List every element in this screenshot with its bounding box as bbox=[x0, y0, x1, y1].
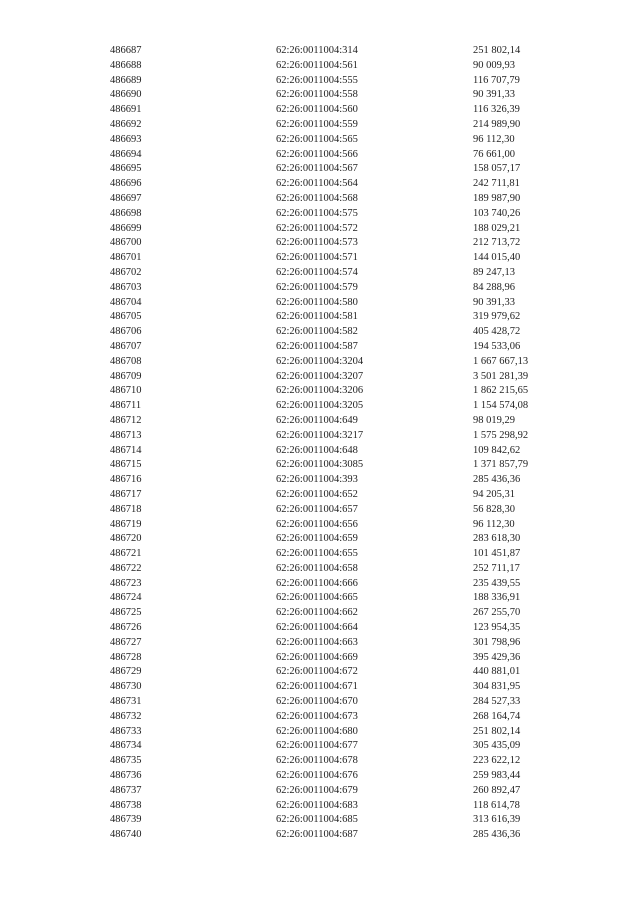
cadastral-value: 1 154 574,08 bbox=[473, 400, 529, 412]
row-number: 486695 bbox=[110, 163, 142, 175]
cadastral-value: 144 015,40 bbox=[473, 252, 521, 264]
cadastral-value: 284 527,33 bbox=[473, 696, 521, 708]
row-number: 486700 bbox=[110, 237, 142, 249]
cadastral-value: 235 439,55 bbox=[473, 577, 521, 589]
cadastral-value: 395 429,36 bbox=[473, 651, 521, 663]
cadastral-number: 62:26:0011004:677 bbox=[276, 740, 358, 752]
table-row bbox=[0, 266, 640, 281]
row-number: 486714 bbox=[110, 444, 142, 456]
table-row bbox=[0, 799, 640, 814]
cadastral-value: 405 428,72 bbox=[473, 326, 521, 338]
cadastral-number: 62:26:0011004:566 bbox=[276, 148, 358, 160]
cadastral-number: 62:26:0011004:670 bbox=[276, 696, 358, 708]
row-number: 486724 bbox=[110, 592, 142, 604]
cadastral-value: 194 533,06 bbox=[473, 340, 521, 352]
table-row bbox=[0, 547, 640, 562]
table-row bbox=[0, 340, 640, 355]
table-row bbox=[0, 133, 640, 148]
table-row bbox=[0, 355, 640, 370]
cadastral-number: 62:26:0011004:582 bbox=[276, 326, 358, 338]
cadastral-number: 62:26:0011004:657 bbox=[276, 503, 358, 515]
row-number: 486688 bbox=[110, 59, 142, 71]
table-row bbox=[0, 813, 640, 828]
row-number: 486701 bbox=[110, 252, 142, 264]
table-row bbox=[0, 118, 640, 133]
cadastral-value: 96 112,30 bbox=[473, 518, 515, 530]
cadastral-value: 189 987,90 bbox=[473, 192, 521, 204]
cadastral-value: 118 614,78 bbox=[473, 799, 520, 811]
cadastral-value: 305 435,09 bbox=[473, 740, 521, 752]
row-number: 486711 bbox=[110, 400, 142, 412]
cadastral-value: 223 622,12 bbox=[473, 755, 521, 767]
cadastral-value: 301 798,96 bbox=[473, 636, 521, 648]
cadastral-value: 188 029,21 bbox=[473, 222, 521, 234]
table-row bbox=[0, 591, 640, 606]
cadastral-number: 62:26:0011004:558 bbox=[276, 89, 358, 101]
table-row bbox=[0, 88, 640, 103]
cadastral-number: 62:26:0011004:574 bbox=[276, 266, 358, 278]
table-row bbox=[0, 754, 640, 769]
cadastral-number: 62:26:0011004:655 bbox=[276, 548, 358, 560]
cadastral-value: 84 288,96 bbox=[473, 281, 515, 293]
cadastral-number: 62:26:0011004:3206 bbox=[276, 385, 364, 397]
row-number: 486731 bbox=[110, 696, 142, 708]
row-number: 486735 bbox=[110, 755, 142, 767]
cadastral-number: 62:26:0011004:581 bbox=[276, 311, 358, 323]
row-number: 486708 bbox=[110, 355, 142, 367]
cadastral-number: 62:26:0011004:658 bbox=[276, 562, 358, 574]
cadastral-value: 319 979,62 bbox=[473, 311, 521, 323]
table-row bbox=[0, 325, 640, 340]
table-row bbox=[0, 725, 640, 740]
cadastral-number: 62:26:0011004:393 bbox=[276, 474, 358, 486]
cadastral-value: 212 713,72 bbox=[473, 237, 521, 249]
cadastral-value: 90 391,33 bbox=[473, 296, 515, 308]
cadastral-value: 251 802,14 bbox=[473, 45, 521, 56]
cadastral-number: 62:26:0011004:579 bbox=[276, 281, 358, 293]
row-number: 486687 bbox=[110, 45, 142, 56]
row-number: 486707 bbox=[110, 340, 142, 352]
cadastral-value: 90 009,93 bbox=[473, 59, 515, 71]
row-number: 486704 bbox=[110, 296, 142, 308]
cadastral-number: 62:26:0011004:572 bbox=[276, 222, 358, 234]
cadastral-number: 62:26:0011004:3085 bbox=[276, 459, 364, 471]
row-number: 486722 bbox=[110, 562, 142, 574]
cadastral-number: 62:26:0011004:669 bbox=[276, 651, 358, 663]
cadastral-value: 109 842,62 bbox=[473, 444, 521, 456]
cadastral-value: 1 371 857,79 bbox=[473, 459, 529, 471]
table-row bbox=[0, 59, 640, 74]
cadastral-value: 89 247,13 bbox=[473, 266, 515, 278]
row-number: 486706 bbox=[110, 326, 142, 338]
table-row bbox=[0, 222, 640, 237]
table-row bbox=[0, 207, 640, 222]
cadastral-number: 62:26:0011004:672 bbox=[276, 666, 358, 678]
row-number: 486725 bbox=[110, 607, 142, 619]
row-number: 486726 bbox=[110, 622, 142, 634]
row-number: 486709 bbox=[110, 370, 142, 382]
table-row bbox=[0, 621, 640, 636]
table-row bbox=[0, 577, 640, 592]
table-row bbox=[0, 562, 640, 577]
row-number: 486740 bbox=[110, 829, 142, 841]
cadastral-value: 1 862 215,65 bbox=[473, 385, 529, 397]
cadastral-value: 242 711,81 bbox=[473, 178, 520, 190]
cadastral-number: 62:26:0011004:649 bbox=[276, 414, 358, 426]
table-row bbox=[0, 518, 640, 533]
cadastral-number: 62:26:0011004:568 bbox=[276, 192, 358, 204]
cadastral-value: 1 667 667,13 bbox=[473, 355, 529, 367]
cadastral-number: 62:26:0011004:555 bbox=[276, 74, 358, 86]
row-number: 486739 bbox=[110, 814, 142, 826]
cadastral-number: 62:26:0011004:687 bbox=[276, 829, 358, 841]
table-row bbox=[0, 636, 640, 651]
row-number: 486691 bbox=[110, 104, 142, 116]
cadastral-number: 62:26:0011004:678 bbox=[276, 755, 358, 767]
cadastral-number: 62:26:0011004:3217 bbox=[276, 429, 364, 441]
table-row bbox=[0, 503, 640, 518]
cadastral-number: 62:26:0011004:671 bbox=[276, 681, 358, 693]
cadastral-number: 62:26:0011004:3205 bbox=[276, 400, 364, 412]
cadastral-value: 267 255,70 bbox=[473, 607, 521, 619]
cadastral-number: 62:26:0011004:3207 bbox=[276, 370, 364, 382]
table-row bbox=[0, 192, 640, 207]
cadastral-number: 62:26:0011004:683 bbox=[276, 799, 358, 811]
row-number: 486694 bbox=[110, 148, 142, 160]
row-number: 486698 bbox=[110, 207, 142, 219]
table-row bbox=[0, 665, 640, 680]
cadastral-number: 62:26:0011004:663 bbox=[276, 636, 358, 648]
table-row bbox=[0, 784, 640, 799]
cadastral-value: 56 828,30 bbox=[473, 503, 515, 515]
row-number: 486710 bbox=[110, 385, 142, 397]
table-row bbox=[0, 651, 640, 666]
cadastral-number: 62:26:0011004:659 bbox=[276, 533, 358, 545]
table-row bbox=[0, 162, 640, 177]
cadastral-number: 62:26:0011004:685 bbox=[276, 814, 358, 826]
cadastral-value: 3 501 281,39 bbox=[473, 370, 529, 382]
cadastral-number: 62:26:0011004:565 bbox=[276, 133, 358, 145]
cadastral-value: 94 205,31 bbox=[473, 488, 515, 500]
row-number: 486705 bbox=[110, 311, 142, 323]
table-row bbox=[0, 236, 640, 251]
row-number: 486712 bbox=[110, 414, 142, 426]
row-number: 486720 bbox=[110, 533, 142, 545]
row-number: 486736 bbox=[110, 770, 142, 782]
cadastral-value: 103 740,26 bbox=[473, 207, 521, 219]
table-row bbox=[0, 769, 640, 784]
cadastral-value: 304 831,95 bbox=[473, 681, 521, 693]
row-number: 486723 bbox=[110, 577, 142, 589]
cadastral-number: 62:26:0011004:575 bbox=[276, 207, 358, 219]
table-row bbox=[0, 44, 640, 59]
row-number: 486732 bbox=[110, 710, 142, 722]
cadastral-number: 62:26:0011004:648 bbox=[276, 444, 358, 456]
table-row bbox=[0, 532, 640, 547]
row-number: 486718 bbox=[110, 503, 142, 515]
cadastral-number: 62:26:0011004:665 bbox=[276, 592, 358, 604]
row-number: 486690 bbox=[110, 89, 142, 101]
cadastral-number: 62:26:0011004:314 bbox=[276, 45, 358, 56]
table-row bbox=[0, 296, 640, 311]
cadastral-number: 62:26:0011004:560 bbox=[276, 104, 358, 116]
cadastral-number: 62:26:0011004:662 bbox=[276, 607, 358, 619]
table-row bbox=[0, 710, 640, 725]
table-row bbox=[0, 177, 640, 192]
row-number: 486693 bbox=[110, 133, 142, 145]
cadastral-value: 188 336,91 bbox=[473, 592, 521, 604]
cadastral-value: 285 436,36 bbox=[473, 829, 521, 841]
cadastral-number: 62:26:0011004:580 bbox=[276, 296, 358, 308]
cadastral-value: 116 707,79 bbox=[473, 74, 520, 86]
row-number: 486703 bbox=[110, 281, 142, 293]
cadastral-number: 62:26:0011004:680 bbox=[276, 725, 358, 737]
cadastral-value: 76 661,00 bbox=[473, 148, 515, 160]
row-number: 486738 bbox=[110, 799, 142, 811]
cadastral-value: 90 391,33 bbox=[473, 89, 515, 101]
cadastral-value: 116 326,39 bbox=[473, 104, 520, 116]
row-number: 486692 bbox=[110, 118, 142, 130]
cadastral-value: 96 112,30 bbox=[473, 133, 515, 145]
table-row bbox=[0, 310, 640, 325]
table-row bbox=[0, 606, 640, 621]
table-row bbox=[0, 473, 640, 488]
cadastral-value: 123 954,35 bbox=[473, 622, 521, 634]
table-row bbox=[0, 103, 640, 118]
row-number: 486717 bbox=[110, 488, 142, 500]
table-row bbox=[0, 828, 640, 843]
table-row bbox=[0, 488, 640, 503]
row-number: 486728 bbox=[110, 651, 142, 663]
table-row bbox=[0, 370, 640, 385]
table-row bbox=[0, 680, 640, 695]
cadastral-value: 259 983,44 bbox=[473, 770, 521, 782]
row-number: 486702 bbox=[110, 266, 142, 278]
cadastral-number: 62:26:0011004:573 bbox=[276, 237, 358, 249]
cadastral-value: 260 892,47 bbox=[473, 784, 521, 796]
row-number: 486689 bbox=[110, 74, 142, 86]
cadastral-value: 268 164,74 bbox=[473, 710, 521, 722]
table-row bbox=[0, 399, 640, 414]
cadastral-value-table bbox=[0, 44, 640, 843]
cadastral-value: 440 881,01 bbox=[473, 666, 521, 678]
row-number: 486729 bbox=[110, 666, 142, 678]
table-row bbox=[0, 281, 640, 296]
cadastral-value: 158 057,17 bbox=[473, 163, 521, 175]
row-number: 486697 bbox=[110, 192, 142, 204]
cadastral-number: 62:26:0011004:652 bbox=[276, 488, 358, 500]
table-row bbox=[0, 429, 640, 444]
row-number: 486713 bbox=[110, 429, 142, 441]
cadastral-value: 283 618,30 bbox=[473, 533, 521, 545]
row-number: 486719 bbox=[110, 518, 142, 530]
cadastral-number: 62:26:0011004:3204 bbox=[276, 355, 364, 367]
row-number: 486721 bbox=[110, 548, 142, 560]
cadastral-number: 62:26:0011004:664 bbox=[276, 622, 358, 634]
table-row bbox=[0, 444, 640, 459]
row-number: 486733 bbox=[110, 725, 142, 737]
table-row bbox=[0, 458, 640, 473]
cadastral-value: 214 989,90 bbox=[473, 118, 521, 130]
cadastral-number: 62:26:0011004:673 bbox=[276, 710, 358, 722]
table-row bbox=[0, 148, 640, 163]
cadastral-number: 62:26:0011004:679 bbox=[276, 784, 358, 796]
table-row bbox=[0, 695, 640, 710]
cadastral-value: 252 711,17 bbox=[473, 562, 520, 574]
cadastral-number: 62:26:0011004:561 bbox=[276, 59, 358, 71]
cadastral-number: 62:26:0011004:656 bbox=[276, 518, 358, 530]
cadastral-value: 285 436,36 bbox=[473, 474, 521, 486]
table-row bbox=[0, 414, 640, 429]
row-number: 486727 bbox=[110, 636, 142, 648]
row-number: 486699 bbox=[110, 222, 142, 234]
cadastral-number: 62:26:0011004:564 bbox=[276, 178, 358, 190]
cadastral-number: 62:26:0011004:587 bbox=[276, 340, 358, 352]
cadastral-number: 62:26:0011004:571 bbox=[276, 252, 358, 264]
cadastral-number: 62:26:0011004:666 bbox=[276, 577, 358, 589]
cadastral-value: 313 616,39 bbox=[473, 814, 521, 826]
table-row bbox=[0, 74, 640, 89]
row-number: 486737 bbox=[110, 784, 142, 796]
cadastral-number: 62:26:0011004:676 bbox=[276, 770, 358, 782]
cadastral-number: 62:26:0011004:559 bbox=[276, 118, 358, 130]
row-number: 486734 bbox=[110, 740, 142, 752]
table-row bbox=[0, 384, 640, 399]
cadastral-value: 251 802,14 bbox=[473, 725, 521, 737]
table-row bbox=[0, 739, 640, 754]
row-number: 486715 bbox=[110, 459, 142, 471]
cadastral-value: 101 451,87 bbox=[473, 548, 521, 560]
cadastral-value: 98 019,29 bbox=[473, 414, 515, 426]
row-number: 486716 bbox=[110, 474, 142, 486]
row-number: 486696 bbox=[110, 178, 142, 190]
cadastral-value: 1 575 298,92 bbox=[473, 429, 529, 441]
cadastral-number: 62:26:0011004:567 bbox=[276, 163, 358, 175]
table-row bbox=[0, 251, 640, 266]
row-number: 486730 bbox=[110, 681, 142, 693]
